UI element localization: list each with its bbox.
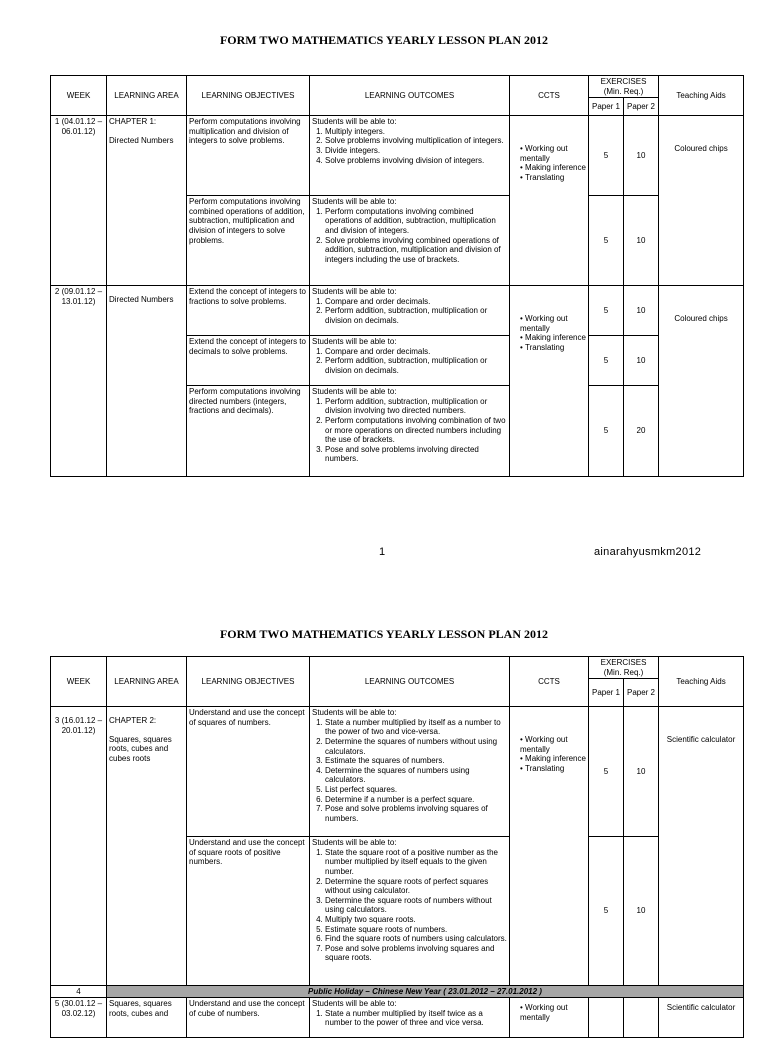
week-cell: 2 (09.01.12 – 13.01.12) <box>51 286 107 477</box>
list-item: 3. Pose and solve problems involving directed numbers. <box>325 445 507 464</box>
week-cell: 3 (16.01.12 – 20.01.12) <box>51 707 107 986</box>
paper-2-cell: 10 <box>624 837 659 986</box>
header-learning-outcomes: LEARNING OUTCOMES <box>310 76 510 116</box>
week-cell: 5 (30.01.12 – 03.02.12) <box>51 998 107 1038</box>
outcomes-intro: Students will be able to: <box>312 337 397 347</box>
header-paper-2: Paper 2 <box>624 679 659 707</box>
list-item: • Making inference <box>520 163 586 173</box>
list-item: 2. Perform computations involving combination of two or more operations on directed numbers including the use of brackets. <box>325 416 507 445</box>
outcomes-cell <box>310 386 510 477</box>
outcomes-cell <box>310 336 510 386</box>
teaching-aids-cell: Scientific calculator <box>659 998 744 1038</box>
author-footer: ainarahyusmkm2012 <box>594 546 702 558</box>
objective-cell: Understand and use the concept of squares of numbers. <box>187 707 310 837</box>
list-item: 6. Find the square roots of numbers using calculators. <box>325 934 507 944</box>
header-teaching-aids: Teaching Aids <box>659 657 744 707</box>
header-teaching-aids: Teaching Aids <box>659 76 744 116</box>
header-paper-1: Paper 1 <box>589 679 624 707</box>
outcomes-list <box>312 397 507 464</box>
chapter-label: CHAPTER 2: <box>109 716 157 726</box>
list-item: 4. Determine the squares of numbers using calculators. <box>325 766 507 785</box>
list-item: 3. Determine the square roots of numbers without using calculators. <box>325 896 507 915</box>
list-item: • Working out mentally <box>520 1003 586 1022</box>
list-item: 5. Estimate square roots of numbers. <box>325 925 507 935</box>
list-item: 1. Multiply integers. <box>325 127 507 137</box>
list-item: 2. Perform addition, subtraction, multiplication or division on decimals. <box>325 356 507 375</box>
table-row <box>51 998 744 1038</box>
paper-2-cell: 10 <box>624 196 659 286</box>
list-item: 1. State a number multiplied by itself twice as a number to the power of three and vice versa. <box>325 1009 507 1028</box>
header-ccts: CCTS <box>510 657 589 707</box>
list-item: 1. State a number multiplied by itself as a number to the power of two and vice-versa. <box>325 718 507 737</box>
objective-cell: Extend the concept of integers to fractions to solve problems. <box>187 286 310 336</box>
header-learning-outcomes: LEARNING OUTCOMES <box>310 657 510 707</box>
list-item: 7. Pose and solve problems involving squares and square roots. <box>325 944 507 963</box>
table-row <box>51 116 744 196</box>
week-label: 1 (04.01.12 – 06.01.12) <box>54 117 103 136</box>
header-learning-objectives: LEARNING OBJECTIVES <box>187 76 310 116</box>
list-item: 3. Estimate the squares of numbers. <box>325 756 507 766</box>
header-ccts: CCTS <box>510 76 589 116</box>
outcomes-cell <box>310 286 510 336</box>
list-item: • Translating <box>520 173 586 183</box>
objective-cell: Perform computations involving multiplication and division of integers to solve problems. <box>187 116 310 196</box>
learning-area-cell <box>107 707 187 986</box>
objective-cell: Extend the concept of integers to decimals to solve problems. <box>187 336 310 386</box>
list-item: 4. Multiply two square roots. <box>325 915 507 925</box>
list-item: 2. Perform addition, subtraction, multiplication or division on decimals. <box>325 306 507 325</box>
header-learning-area: LEARNING AREA <box>107 76 187 116</box>
header-paper-2: Paper 2 <box>624 98 659 116</box>
list-item: 2. Solve problems involving multiplication of integers. <box>325 136 507 146</box>
learning-area-label: Directed Numbers <box>109 135 174 145</box>
outcomes-list <box>312 127 507 165</box>
learning-area-cell <box>107 116 187 286</box>
header-week: WEEK <box>51 657 107 707</box>
paper-2-cell: 10 <box>624 707 659 837</box>
outcomes-cell <box>310 707 510 837</box>
list-item: 1. Perform computations involving combined operations of addition, subtraction, multiplication and division of integers. <box>325 207 507 236</box>
header-paper-1: Paper 1 <box>589 98 624 116</box>
teaching-aids-cell: Coloured chips <box>659 116 744 286</box>
header-learning-area: LEARNING AREA <box>107 657 187 707</box>
table-row-holiday <box>51 986 744 998</box>
paper-2-cell: 20 <box>624 386 659 477</box>
list-item: • Making inference <box>520 333 586 343</box>
outcomes-list <box>312 848 507 963</box>
objective-cell: Understand and use the concept of cube of numbers. <box>187 998 310 1038</box>
list-item: 7. Pose and solve problems involving squares of numbers. <box>325 804 507 823</box>
ccts-cell <box>510 998 589 1038</box>
paper-1-cell: 5 <box>589 336 624 386</box>
outcomes-cell <box>310 998 510 1038</box>
list-item: 4. Solve problems involving division of integers. <box>325 156 507 166</box>
ccts-cell <box>510 116 589 286</box>
ccts-list <box>512 1003 586 1022</box>
ccts-list <box>512 314 586 352</box>
table-row <box>51 286 744 336</box>
outcomes-intro: Students will be able to: <box>312 197 397 207</box>
paper-1-cell: 5 <box>589 386 624 477</box>
list-item: 2. Determine the square roots of perfect squares without using calculator. <box>325 877 507 896</box>
header-week: WEEK <box>51 76 107 116</box>
objective-cell: Perform computations involving directed numbers (integers, fractions and decimals). <box>187 386 310 477</box>
outcomes-list <box>312 207 507 265</box>
objective-cell: Understand and use the concept of square roots of positive numbers. <box>187 837 310 986</box>
outcomes-cell <box>310 116 510 196</box>
outcomes-list <box>312 347 507 376</box>
page-number: 1 <box>379 546 386 558</box>
week-cell <box>51 116 107 286</box>
list-item: 5. List perfect squares. <box>325 785 507 795</box>
outcomes-list <box>312 1009 507 1028</box>
lesson-plan-table-page2 <box>50 656 744 1038</box>
paper-1-cell: 5 <box>589 116 624 196</box>
outcomes-intro: Students will be able to: <box>312 117 397 127</box>
paper-1-cell: 5 <box>589 707 624 837</box>
paper-2-cell: 10 <box>624 286 659 336</box>
learning-area-label: Squares, squares roots, cubes and cubes roots <box>109 734 172 763</box>
list-item: • Making inference <box>520 754 586 764</box>
paper-1-cell: 5 <box>589 837 624 986</box>
list-item: • Working out mentally <box>520 735 586 754</box>
outcomes-cell <box>310 196 510 286</box>
outcomes-intro: Students will be able to: <box>312 708 397 718</box>
list-item: 1. Perform addition, subtraction, multiplication or division involving two directed numbers. <box>325 397 507 416</box>
header-exercises: EXERCISES (Min. Req.) <box>589 76 659 98</box>
chapter-label: CHAPTER 1: <box>109 117 157 127</box>
list-item: 1. Compare and order decimals. <box>325 297 507 307</box>
ccts-cell <box>510 286 589 477</box>
page-title: FORM TWO MATHEMATICS YEARLY LESSON PLAN 2012 <box>219 627 549 641</box>
list-item: 6. Determine if a number is a perfect square. <box>325 795 507 805</box>
list-item: 3. Divide integers. <box>325 146 507 156</box>
table-row <box>51 707 744 837</box>
ccts-list <box>512 144 586 182</box>
paper-2-cell: 10 <box>624 336 659 386</box>
learning-area-cell: Squares, squares roots, cubes and <box>107 998 187 1038</box>
objective-cell: Perform computations involving combined operations of addition, subtraction, multiplication and division of integers to solve problems. <box>187 196 310 286</box>
paper-2-cell <box>624 998 659 1038</box>
paper-1-cell: 5 <box>589 196 624 286</box>
outcomes-intro: Students will be able to: <box>312 999 397 1009</box>
list-item: • Translating <box>520 764 586 774</box>
teaching-aids-cell: Coloured chips <box>659 286 744 477</box>
paper-1-cell: 5 <box>589 286 624 336</box>
list-item: 2. Determine the squares of numbers without using calculators. <box>325 737 507 756</box>
ccts-list <box>512 735 586 773</box>
paper-1-cell <box>589 998 624 1038</box>
page-title: FORM TWO MATHEMATICS YEARLY LESSON PLAN 2012 <box>219 33 549 47</box>
paper-2-cell: 10 <box>624 116 659 196</box>
outcomes-list <box>312 297 507 326</box>
list-item: 1. State the square root of a positive number as the number multiplied by itself equals to the given number. <box>325 848 507 877</box>
header-exercises: EXERCISES (Min. Req.) <box>589 657 659 679</box>
week-cell: 4 <box>51 986 107 998</box>
outcomes-intro: Students will be able to: <box>312 838 397 848</box>
list-item: 1. Compare and order decimals. <box>325 347 507 357</box>
outcomes-list <box>312 718 507 824</box>
list-item: 2. Solve problems involving combined operations of addition, subtraction, multiplication and division of integers including the use of brackets. <box>325 236 507 265</box>
list-item: • Translating <box>520 343 586 353</box>
outcomes-intro: Students will be able to: <box>312 387 397 397</box>
list-item: • Working out mentally <box>520 144 586 163</box>
lesson-plan-table-page1 <box>50 75 744 477</box>
learning-area-cell: Directed Numbers <box>107 286 187 477</box>
outcomes-cell <box>310 837 510 986</box>
teaching-aids-cell: Scientific calculator <box>659 707 744 986</box>
ccts-cell <box>510 707 589 986</box>
holiday-banner: Public Holiday – Chinese New Year ( 23.01.2012 – 27.01.2012 ) <box>107 986 744 998</box>
outcomes-intro: Students will be able to: <box>312 287 397 297</box>
header-learning-objectives: LEARNING OBJECTIVES <box>187 657 310 707</box>
list-item: • Working out mentally <box>520 314 586 333</box>
